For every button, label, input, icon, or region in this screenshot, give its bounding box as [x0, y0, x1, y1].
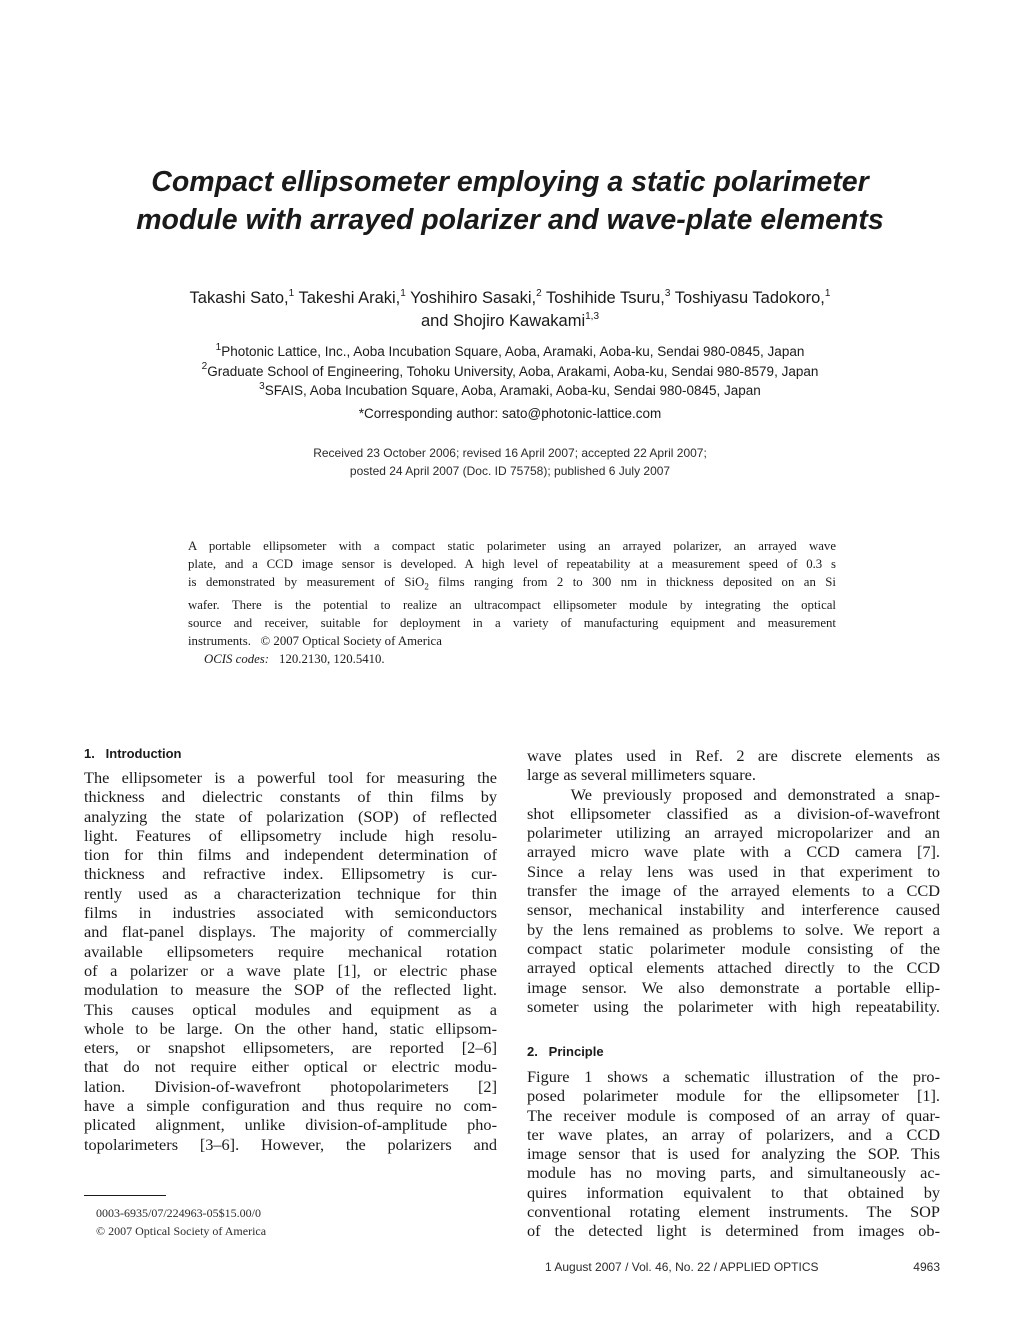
footnote-copyright: © 2007 Optical Society of America — [96, 1224, 267, 1238]
text-line: The receiver module is composed of an array of quar- — [527, 1105, 940, 1125]
abstract-line: A portable ellipsometer with a compact static polarimeter using an arrayed polarizer, an arrayed wave — [188, 539, 836, 553]
affiliation-3 — [0, 381, 1020, 401]
text-line: large as several millimeters square. — [527, 765, 756, 785]
text-line: eters, or snapshot ellipsometers, are reported [2–6] — [84, 1038, 497, 1058]
text-line: We previously proposed and demonstrated a snap- — [527, 784, 940, 804]
page-number: 4963 — [913, 1260, 940, 1274]
text-line: transfer the image of the arrayed elements to a CCD — [527, 881, 940, 901]
text-line: of a polarizer or a wave plate [1], or electric phase — [84, 960, 497, 980]
author-name: Takashi Sato, — [189, 289, 289, 307]
text-line: thickness and refractive index. Ellipsometry is cur- — [84, 864, 497, 884]
text-line: module has no moving parts, and simultaneously ac- — [527, 1163, 940, 1183]
text-line: The ellipsometer is a powerful tool for measuring the — [84, 768, 497, 787]
section-1-heading: 1. Introduction — [84, 746, 182, 761]
author-name: Takeshi Araki, — [298, 289, 401, 307]
footnote — [96, 1204, 266, 1240]
text-line: lation. Division-of-wavefront photopolarimeters [2] — [84, 1076, 497, 1096]
dates-line-2: posted 24 April 2007 (Doc. ID 75758); published 6 July 2007 — [349, 464, 671, 478]
publication-dates — [0, 444, 1020, 480]
text-line: ter wave plates, an array of polarizers, and a CCD — [527, 1124, 940, 1144]
affiliation-text: SFAIS, Aoba Incubation Square, Aoba, Aramaki, Aoba-ku, Sendai 980-0845, Japan — [264, 383, 761, 398]
ocis-label: OCIS codes: — [204, 652, 270, 667]
corresponding-author: *Corresponding author: sato@photonic-lattice.com — [358, 406, 662, 421]
text-line: posed polarimeter module for the ellipsometer [1]. — [527, 1086, 940, 1106]
author-list — [0, 287, 1020, 333]
abstract-line — [188, 573, 836, 596]
dates-line-1: Received 23 October 2006; revised 16 April 2007; accepted 22 April 2007; — [313, 446, 707, 460]
column-2-body — [527, 746, 940, 1016]
ocis-codes — [188, 650, 836, 668]
author-affil-mark: 2 — [536, 287, 542, 299]
text-line: films in industries associated with semiconductors — [84, 903, 497, 923]
text-line: Since a relay lens was used in that experiment to — [527, 861, 940, 881]
text-line: and flat-panel displays. The majority of commercially — [84, 922, 497, 942]
issn-code: 0003-6935/07/224963-05$15.00/0 — [96, 1206, 261, 1220]
text-line: thickness and dielectric constants of thin films by — [84, 787, 497, 807]
affiliation-list — [0, 342, 1020, 401]
text-line: This causes optical modules and equipment as a — [84, 999, 497, 1019]
text-line: modulation to measure the SOP of the reflected light. — [84, 980, 497, 1000]
text-line: polarimeter utilizing an arrayed micropolarizer and an — [527, 823, 940, 843]
text-line: by the lens remained as problems to solve. We report a — [527, 919, 940, 939]
text-line: available ellipsometers require mechanical rotation — [84, 941, 497, 961]
text-line: have a simple configuration and thus require no com- — [84, 1096, 497, 1116]
ocis-values: 120.2130, 120.5410. — [279, 652, 385, 667]
journal-info: 1 August 2007 / Vol. 46, No. 22 / APPLIED OPTICS — [545, 1260, 819, 1274]
author-affil-mark: 1,3 — [585, 310, 600, 322]
text-line: arrayed optical elements attached directly to the CCD — [527, 958, 940, 978]
author-affil-mark: 1 — [288, 287, 295, 299]
author-name: and Shojiro Kawakami — [420, 312, 586, 330]
section-1-body — [84, 768, 497, 1154]
abstract — [188, 537, 836, 668]
abstract-line: instruments. © 2007 Optical Society of America — [188, 634, 442, 649]
text-line: arrayed micro wave plate with a CCD camera [7]. — [527, 842, 940, 862]
author-line-2 — [0, 310, 1020, 333]
author-line-1 — [0, 287, 1020, 310]
affiliation-mark: 1 — [215, 341, 222, 353]
text-line: tion for thin films and independent determination of — [84, 845, 497, 865]
affiliation-mark: 3 — [259, 380, 265, 392]
text-line: that do not require either optical or electric modu- — [84, 1057, 497, 1077]
text-line: quires information equivalent to that obtained by — [527, 1182, 940, 1202]
title-line-2: module with arrayed polarizer and wave-plate elements — [136, 204, 884, 236]
text-line: topolarimeters [3–6]. However, the polarizers and — [84, 1134, 497, 1154]
text-line: image sensor. We also demonstrate a portable ellip- — [527, 977, 940, 997]
author-affil-mark: 3 — [664, 287, 671, 299]
affiliation-text: Graduate School of Engineering, Tohoku University, Aoba, Arakami, Aoba-ku, Sendai 980-8579, Japan — [207, 363, 819, 379]
text-line: Figure 1 shows a schematic illustration of the pro- — [527, 1067, 940, 1086]
text-line: of the detected light is determined from images ob- — [527, 1221, 940, 1241]
text-line: image sensor that is used for analyzing the SOP. This — [527, 1144, 940, 1164]
abstract-text: films ranging from 2 to 300 nm in thickness deposited on an Si — [428, 575, 836, 590]
text-line: compact static polarimeter module consisting of the — [527, 938, 940, 958]
abstract-line: plate, and a CCD image sensor is developed. A high level of repeatability at a measurement speed of 0.3 s — [188, 557, 836, 572]
footnote-rule — [84, 1195, 166, 1196]
author-name: Yoshihiro Sasaki, — [410, 289, 537, 307]
text-line: conventional rotating element instruments. The SOP — [527, 1202, 940, 1222]
text-line: rently used as a characterization technique for thin — [84, 883, 497, 903]
text-line: light. Features of ellipsometry include high resolu- — [84, 825, 497, 845]
text-line: analyzing the state of polarization (SOP) of reflected — [84, 806, 497, 826]
text-line: sensor, mechanical instability and interference caused — [527, 900, 940, 920]
section-2-body — [527, 1067, 940, 1241]
section-2-heading: 2. Principle — [527, 1044, 604, 1059]
abstract-text: is demonstrated by measurement of SiO — [188, 575, 425, 590]
subscript: 2 — [424, 581, 429, 592]
affiliation-1 — [0, 342, 1020, 362]
text-line: shot ellipsometer classified as a division-of-wavefront — [527, 803, 940, 823]
text-line: someter using the polarimeter with high repeatability. — [527, 996, 940, 1016]
text-line: whole to be large. On the other hand, static ellipsom- — [84, 1018, 497, 1038]
title-line-1: Compact ellipsometer employing a static polarimeter — [151, 166, 869, 198]
paper-title — [0, 163, 1020, 239]
text-line: plicated alignment, unlike division-of-amplitude pho- — [84, 1115, 497, 1135]
affiliation-2 — [0, 362, 1020, 382]
affiliation-text: Photonic Lattice, Inc., Aoba Incubation Square, Aoba, Aramaki, Aoba-ku, Sendai 980-0845, Japan — [221, 344, 805, 359]
author-affil-mark: 1 — [824, 287, 831, 299]
page-footer — [545, 1260, 940, 1274]
author-name: Toshiyasu Tadokoro, — [674, 289, 825, 307]
author-affil-mark: 1 — [400, 287, 406, 299]
text-line: wave plates used in Ref. 2 are discrete elements as — [527, 746, 940, 765]
author-name: Toshihide Tsuru, — [545, 289, 665, 307]
affiliation-mark: 2 — [201, 361, 208, 372]
abstract-line: wafer. There is the potential to realize an ultracompact ellipsometer module by integrating the optical — [188, 597, 836, 612]
abstract-line: source and receiver, suitable for deployment in a variety of manufacturing equipment and measurement — [188, 615, 836, 630]
